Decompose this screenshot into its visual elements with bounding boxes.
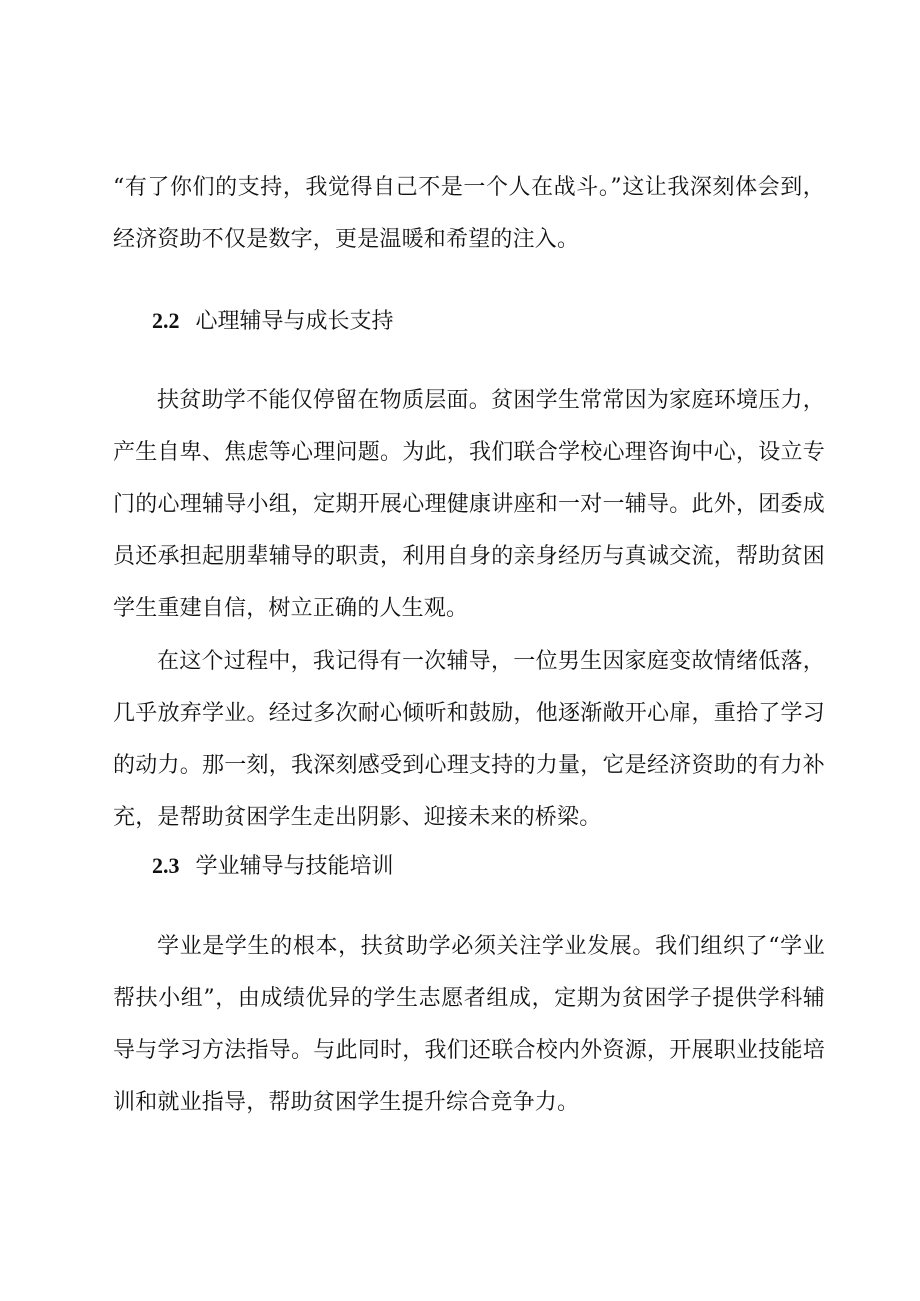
paragraph-counseling-story: 在这个过程中，我记得有一次辅导，一位男生因家庭变故情绪低落，几乎放弃学业。经过多次耐心倾听和鼓励，他逐渐敞开心扉，重拾了学习的动力。那一刻，我深刻感受到心理支持的力量，它是经济资助的有力补充，是帮助贫困学生走出阴影、迎接未来的桥梁。 xyxy=(113,649,825,830)
section-heading-2-3 xyxy=(152,851,394,882)
section-heading-2-2 xyxy=(152,306,394,337)
paragraph-intro-quote: “有了你们的支持，我觉得自己不是一个人在战斗。”这让我深刻体会到，经济资助不仅是数字，更是温暖和希望的注入。 xyxy=(113,175,825,252)
section-title: 心理辅导与成长支持 xyxy=(195,309,394,334)
paragraph-psychological-support: 扶贫助学不能仅停留在物质层面。贫困学生常常因为家庭环境压力，产生自卑、焦虑等心理问题。为此，我们联合学校心理咨询中心，设立专门的心理辅导小组，定期开展心理健康讲座和一对一辅导。此外，团委成员还承担起朋辈辅导的职责，利用自身的亲身经历与真诚交流，帮助贫困学生重建自信，树立正确的人生观。 xyxy=(113,388,825,621)
section-number: 2.2 xyxy=(152,308,180,333)
section-title: 学业辅导与技能培训 xyxy=(195,854,394,879)
paragraph-academic-support: 学业是学生的根本，扶贫助学必须关注学业发展。我们组织了“学业帮扶小组”，由成绩优异的学生志愿者组成，定期为贫困学子提供学科辅导与学习方法指导。与此同时，我们还联合校内外资源，开展职业技能培训和就业指导，帮助贫困学生提升综合竞争力。 xyxy=(113,934,825,1115)
section-number: 2.3 xyxy=(152,853,180,878)
